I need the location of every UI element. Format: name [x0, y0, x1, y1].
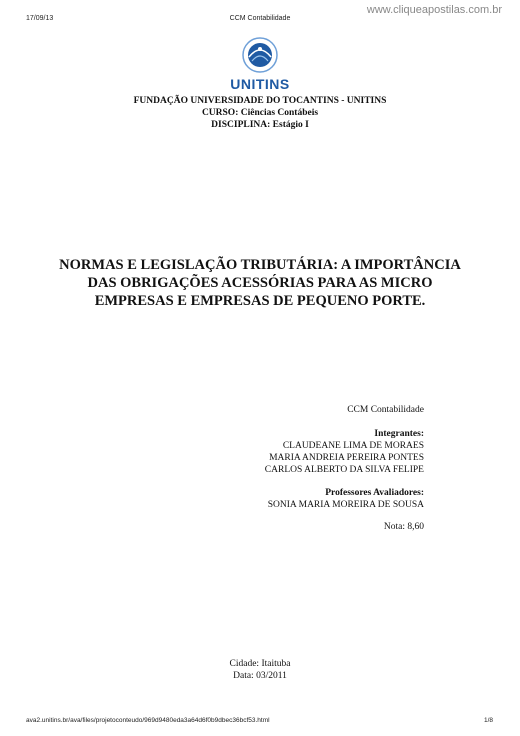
unitins-logo [222, 35, 298, 91]
logo-wordmark: UNITINS [230, 76, 290, 92]
institution-name: FUNDAÇÃO UNIVERSIDADE DO TOCANTINS - UNITINS [133, 96, 387, 106]
member-name: CLAUDEANE LIMA DE MORAES [282, 441, 424, 451]
document-title: NORMAS E LEGISLAÇÃO TRIBUTÁRIA: A IMPORTÂNCIA DAS OBRIGAÇÕES ACESSÓRIAS PARA AS MICRO EMPRESAS E EMPRESAS DE PEQUENO PORTE. [59, 257, 461, 309]
members-label: Integrantes: [374, 429, 424, 439]
evaluator-name: SONIA MARIA MOREIRA DE SOUSA [267, 500, 424, 510]
grade: Nota: 8,60 [383, 522, 424, 532]
member-name: MARIA ANDREIA PEREIRA PONTES [269, 453, 424, 463]
course-name: CURSO: Ciências Contábeis [201, 108, 319, 118]
date: Data: 03/2011 [233, 671, 287, 681]
unitins-seal-icon [222, 35, 298, 77]
print-page-title: CCM Contabilidade [229, 15, 291, 22]
city: Cidade: Itaituba [229, 659, 291, 669]
discipline-name: DISCIPLINA: Estágio I [211, 120, 309, 130]
watermark-link[interactable]: www.cliqueapostilas.com.br [366, 4, 502, 16]
print-url: ava2.unitins.br/ava/files/projetoconteudo/969d9480eda3a64d6f0b9dbec36bcf53.html [26, 717, 270, 724]
evaluators-label: Professores Avaliadores: [325, 488, 424, 498]
company-name: CCM Contabilidade [347, 405, 424, 415]
page-number: 1/8 [483, 717, 493, 724]
member-name: CARLOS ALBERTO DA SILVA FELIPE [264, 465, 424, 475]
print-date: 17/09/13 [26, 15, 54, 22]
